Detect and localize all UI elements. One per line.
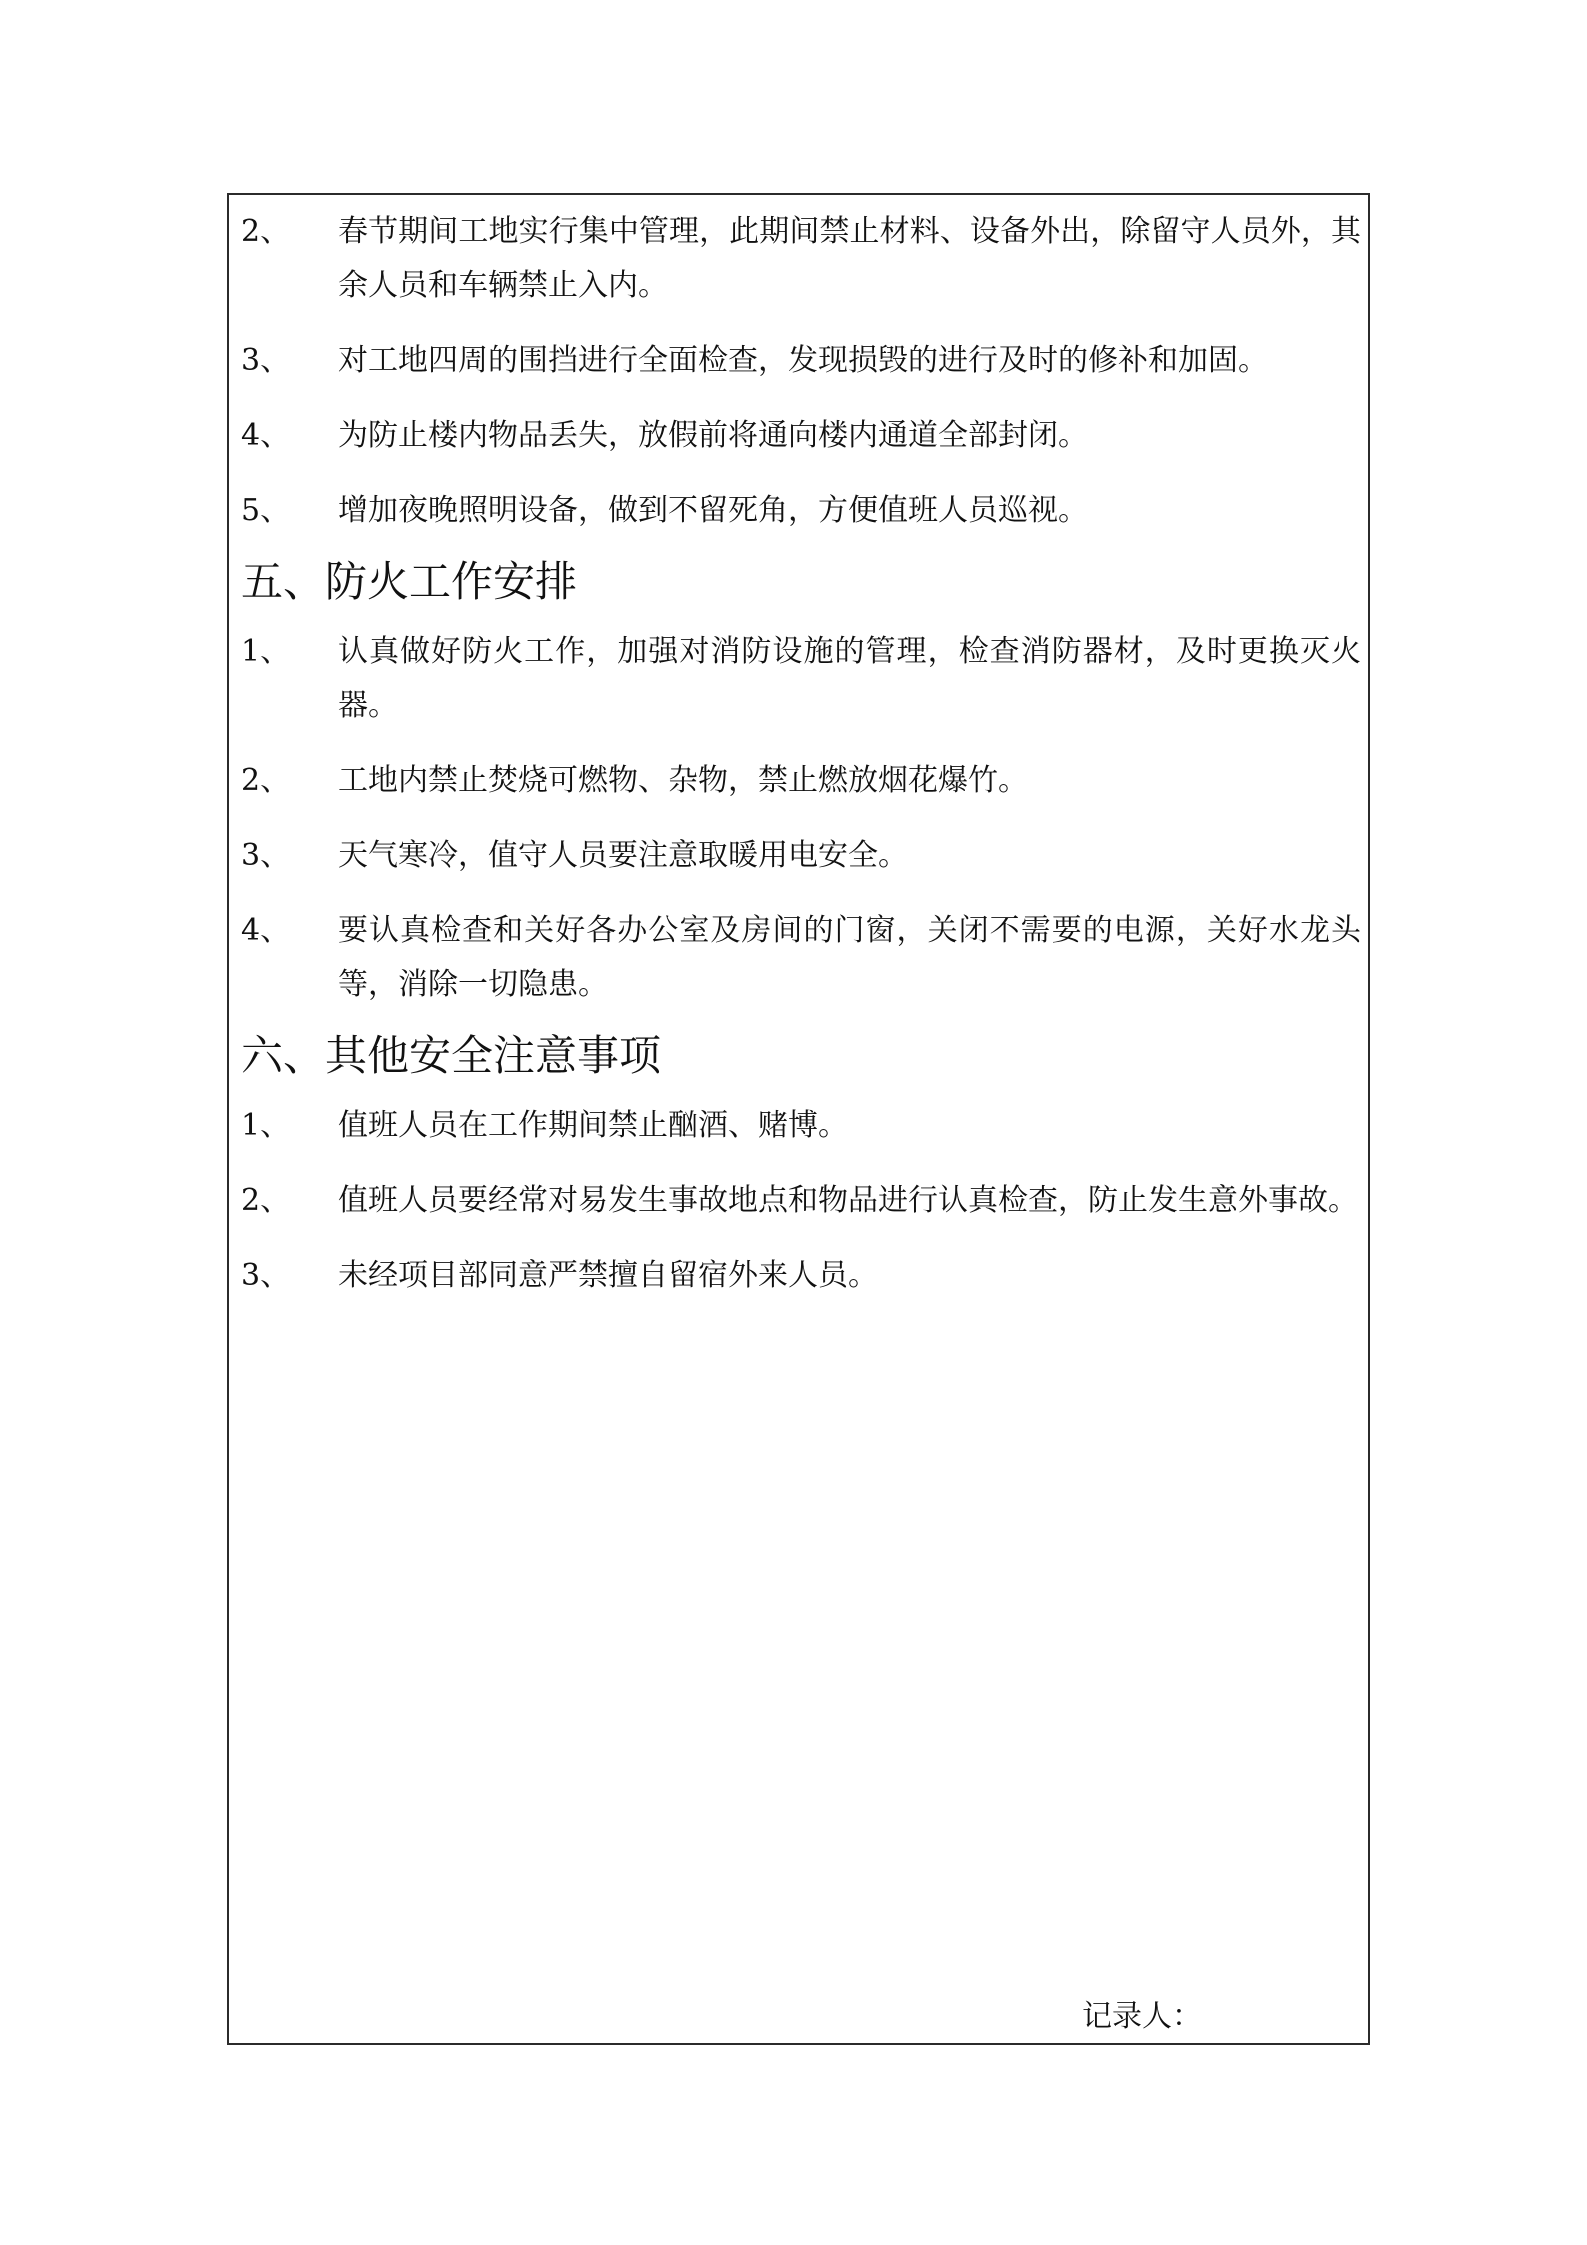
item-number: 3、 <box>241 1258 291 1293</box>
item-text: 工地内禁止焚烧可燃物、杂物，禁止燃放烟花爆竹。 <box>338 763 1028 798</box>
item-text: 未经项目部同意严禁擅自留宿外来人员。 <box>338 1258 878 1293</box>
item-text: 值班人员要经常对易发生事故地点和物品进行认真检查，防止发生意外事故。 <box>338 1183 1358 1218</box>
item-text: 值班人员在工作期间禁止酗酒、赌博。 <box>338 1108 848 1143</box>
item-text: 天气寒冷，值守人员要注意取暖用电安全。 <box>338 838 908 873</box>
item-number: 4、 <box>241 913 291 948</box>
list-item <box>241 625 1361 733</box>
list-item <box>241 1249 1361 1303</box>
item-text: 春节期间工地实行集中管理，此期间禁止材料、设备外出，除留守人员外，其余人员和车辆禁止入内。 <box>338 214 1361 303</box>
section-heading-fire-safety: 五、防火工作安排 <box>241 557 578 606</box>
item-text: 对工地四周的围挡进行全面检查，发现损毁的进行及时的修补和加固。 <box>338 343 1268 378</box>
item-number: 2、 <box>241 763 291 798</box>
list-item <box>241 1174 1361 1228</box>
list-item <box>241 205 1361 313</box>
list-item <box>241 1099 1361 1153</box>
item-number: 1、 <box>241 634 291 669</box>
item-text: 认真做好防火工作，加强对消防设施的管理，检查消防器材，及时更换灭火器。 <box>338 634 1361 723</box>
item-number: 1、 <box>241 1108 291 1143</box>
item-number: 3、 <box>241 838 291 873</box>
list-item <box>241 409 1361 463</box>
item-number: 3、 <box>241 343 291 378</box>
item-text: 要认真检查和关好各办公室及房间的门窗，关闭不需要的电源，关好水龙头等，消除一切隐患。 <box>338 913 1361 1002</box>
list-item <box>241 904 1361 1012</box>
item-number: 5、 <box>241 493 291 528</box>
list-item <box>241 484 1361 538</box>
item-text: 增加夜晚照明设备，做到不留死角，方便值班人员巡视。 <box>338 493 1088 528</box>
list-item <box>241 829 1361 883</box>
item-text: 为防止楼内物品丢失，放假前将通向楼内通道全部封闭。 <box>338 418 1088 453</box>
section-heading-other-safety: 六、其他安全注意事项 <box>241 1031 662 1080</box>
record-table-frame <box>227 193 1370 2045</box>
recorder-label: 记录人： <box>1082 1999 1202 2034</box>
item-number: 2、 <box>241 214 291 249</box>
document-content <box>241 205 1361 1324</box>
item-number: 2、 <box>241 1183 291 1218</box>
item-number: 4、 <box>241 418 291 453</box>
list-item <box>241 754 1361 808</box>
list-item <box>241 334 1361 388</box>
